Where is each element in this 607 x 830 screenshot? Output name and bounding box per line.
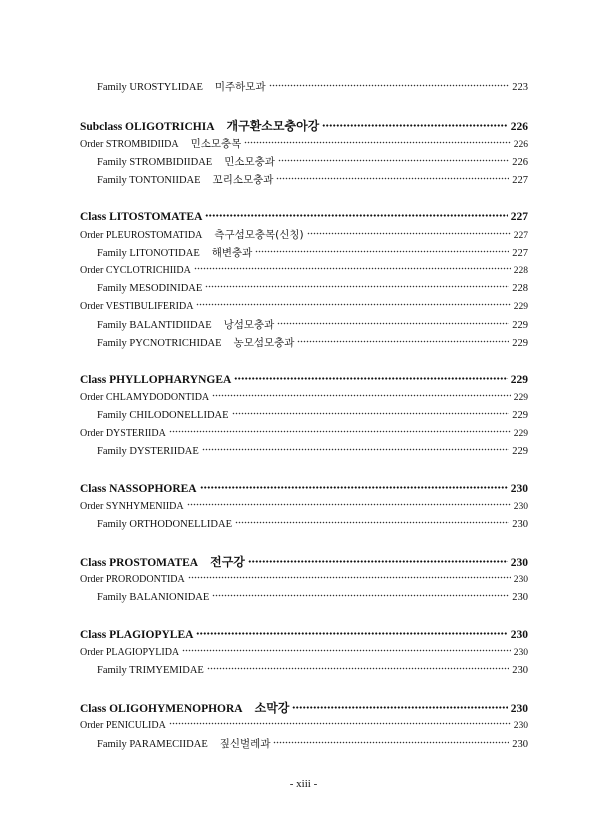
toc-entry-page-number: 229 [510,374,528,386]
toc-entry-korean-name: 민소모충목 [190,138,242,150]
toc-entry-page-number: 227 [510,211,528,223]
toc-entry-page-number: 230 [510,483,528,495]
toc-entry-order[interactable] [80,498,528,516]
toc-entry-head[interactable] [80,480,528,498]
section-spacer [80,607,528,626]
dot-leader [232,412,510,415]
dot-leader [307,232,511,235]
toc-entry-order[interactable] [80,389,528,407]
toc-entry-page-number: 230 [510,629,528,641]
toc-entry-family[interactable] [80,516,528,534]
toc-entry-label: Class OLIGOHYMENOPHORA [80,703,243,715]
toc-entry-page-number: 230 [512,592,528,603]
toc-entry-label: Family TONTONIIDAE [97,175,201,186]
toc-entry-page-number: 229 [512,320,528,331]
toc-entry-label: Class PLAGIOPYLEA [80,629,194,641]
section-spacer [80,680,528,699]
toc-entry-korean-name: 미주하모과 [214,81,266,93]
toc-entry-korean-name: 민소모충과 [224,156,275,168]
toc-entry-label: Order VESTIBULIFERIDA [80,301,194,312]
toc-entry-page-number: 230 [510,557,528,569]
toc-entry-label: Order CYCLOTRICHIIDA [80,265,191,276]
toc-entry-order[interactable] [80,644,528,662]
toc-entry-korean-name: 소막강 [254,701,290,715]
dot-leader [188,576,511,579]
toc-entry-label: Order STROMBIDIIDA [80,139,179,150]
dot-leader [276,177,509,180]
dot-leader [207,667,509,670]
toc-entry-label: Family STROMBIDIIDAE [97,157,213,168]
dot-leader [194,267,511,270]
dot-leader [202,448,509,451]
toc-entry-label: Order DYSTERIIDA [80,428,166,439]
toc-entry-korean-name: 전구강 [210,555,245,569]
section-spacer [80,96,528,117]
toc-entry-family[interactable] [80,735,528,753]
toc-entry-label: Class PHYLLOPHARYNGEA [80,374,232,386]
toc-entry-page-number: 227 [513,231,528,241]
toc-entry-order[interactable] [80,298,528,316]
toc-entry-label: Family PARAMECIIDAE [97,739,208,750]
section-spacer [80,461,528,480]
toc-entry-family[interactable] [80,280,528,298]
toc-entry-page-number: 226 [513,140,528,150]
toc-entry-order[interactable] [80,717,528,735]
toc-entry-label: Order CHLAMYDODONTIDA [80,392,210,403]
toc-entry-label: Family UROSTYLIDAE [97,82,203,93]
toc-entry-label: Family MESODINIDAE [97,283,203,294]
toc-entry-family[interactable] [80,153,528,171]
toc-entry-family[interactable] [80,316,528,334]
toc-entry-head[interactable] [80,553,528,571]
toc-entry-page-number: 229 [512,410,528,421]
toc-entry-label: Class LITOSTOMATEA [80,211,203,223]
toc-entry-page-number: 230 [512,665,528,676]
toc-entry-family[interactable] [80,78,528,96]
toc-entry-page-number: 230 [513,502,528,512]
dot-leader [235,521,509,524]
toc-entry-page-number: 229 [512,446,528,457]
toc-entry-label: Family CHILODONELLIDAE [97,410,229,421]
dot-leader [255,250,509,253]
toc-entry-head[interactable] [80,699,528,717]
toc-entry-label: Order PENICULIDA [80,720,166,731]
section-spacer [80,534,528,553]
toc-entry-order[interactable] [80,571,528,589]
dot-leader [187,503,511,506]
toc-entry-family[interactable] [80,244,528,262]
dot-leader [322,124,507,127]
dot-leader [292,706,507,709]
toc-entry-page-number: 230 [512,739,528,750]
dot-leader [205,214,507,217]
toc-entry-page-number: 226 [512,157,528,168]
dot-leader [169,722,511,725]
dot-leader [297,340,509,343]
toc-entry-family[interactable] [80,407,528,425]
dot-leader [269,84,510,87]
toc-entry-label: Family DYSTERIIDAE [97,446,199,457]
toc-entry-korean-name: 낭섬모충과 [223,319,275,331]
toc-entry-label: Order PLEUROSTOMATIDA [80,230,203,241]
toc-entry-label: Family BALANIONIDAE [97,592,210,603]
dot-leader [169,430,511,433]
toc-entry-head[interactable] [80,371,528,389]
toc-entry-label: Class PROSTOMATEA [80,557,199,569]
toc-entry-label: Family TRIMYEMIDAE [97,665,204,676]
section-spacer [80,189,528,208]
toc-entry-label: Family LITONOTIDAE [97,248,200,259]
toc-entry-page-number: 229 [513,429,528,439]
toc-entry-page-number: 230 [512,519,528,530]
toc-entry-head[interactable] [80,208,528,226]
toc-entry-page-number: 226 [510,121,528,133]
toc-entry-order[interactable] [80,135,528,153]
toc-entry-korean-name: 개구환소모충아강 [226,119,320,133]
toc-entry-page-number: 227 [512,248,528,259]
toc-entry-family[interactable] [80,662,528,680]
toc-entry-korean-name: 농모섬모충과 [233,337,295,349]
toc-entry-page-number: 230 [510,703,528,715]
toc-entry-family[interactable] [80,171,528,189]
toc-entry-korean-name: 꼬리소모충과 [212,174,274,186]
toc-entry-label: Class NASSOPHOREA [80,483,197,495]
dot-leader [205,285,509,288]
toc-entry-page-number: 230 [513,648,528,658]
toc-entry-order[interactable] [80,425,528,443]
toc-entry-label: Family ORTHODONELLIDAE [97,519,232,530]
toc-entry-label: Family BALANTIDIIDAE [97,320,212,331]
toc-entry-label: Order SYNHYMENIIDA [80,501,184,512]
dot-leader [244,141,510,144]
section-spacer [80,352,528,371]
dot-leader [273,741,509,744]
toc-entry-label: Order PLAGIOPYLIDA [80,647,180,658]
toc-entry-page-number: 230 [513,575,528,585]
toc-entry-page-number: 228 [512,283,528,294]
dot-leader [278,159,509,162]
toc-entry-order[interactable] [80,262,528,280]
dot-leader [182,649,511,652]
toc-entry-page-number: 229 [513,393,528,403]
table-of-contents [80,78,528,753]
dot-leader [196,303,510,306]
toc-entry-korean-name: 짚신벌레과 [219,738,271,750]
dot-leader [212,594,509,597]
page-number: - xiii - [289,778,318,790]
toc-entry-label: Order PRORODONTIDA [80,574,185,585]
toc-entry-family[interactable] [80,334,528,352]
toc-entry-page-number: 229 [512,338,528,349]
dot-leader [196,632,507,635]
toc-entry-label: Family PYCNOTRICHIDAE [97,338,222,349]
toc-entry-head[interactable] [80,626,528,644]
toc-entry-order[interactable] [80,226,528,244]
toc-entry-page-number: 223 [512,82,528,93]
toc-entry-head[interactable] [80,117,528,135]
toc-entry-family[interactable] [80,589,528,607]
dot-leader [248,560,508,563]
toc-entry-korean-name: 해변충과 [211,247,253,259]
toc-entry-page-number: 228 [513,266,528,276]
dot-leader [234,377,507,380]
toc-entry-korean-name: 측구섬모충목(신칭) [214,229,304,241]
toc-entry-page-number: 230 [513,721,528,731]
dot-leader [212,394,511,397]
toc-entry-page-number: 229 [513,302,528,312]
toc-entry-page-number: 227 [512,175,528,186]
dot-leader [277,322,509,325]
dot-leader [200,486,508,489]
toc-entry-label: Subclass OLIGOTRICHIA [80,121,215,133]
toc-entry-family[interactable] [80,443,528,461]
